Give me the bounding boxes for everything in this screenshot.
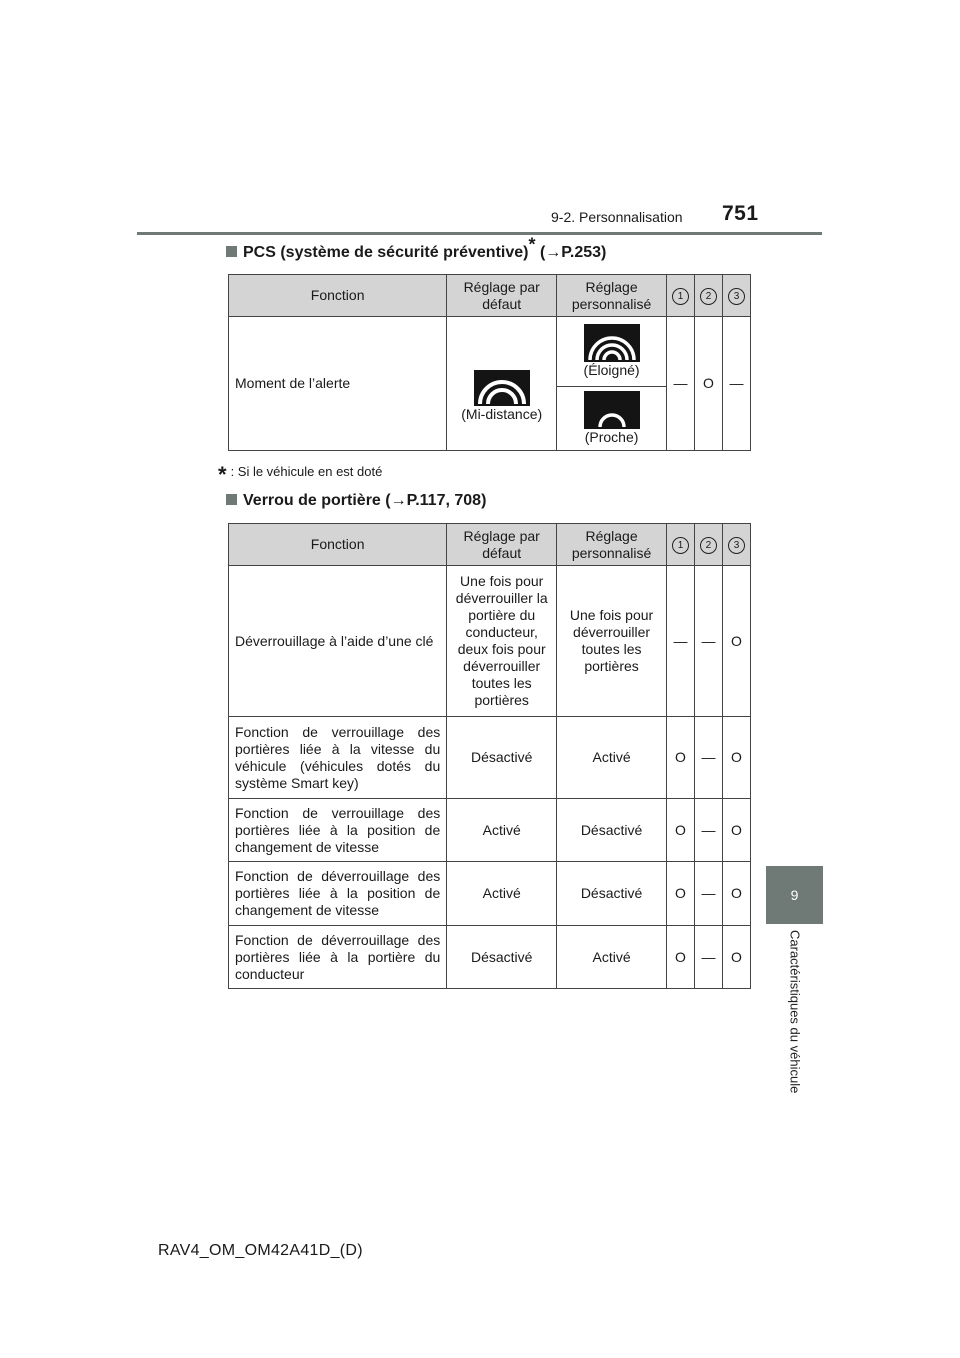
header-col-3 — [722, 524, 750, 566]
function-cell: Fonction de verrouillage des portières liée à la position de changement de vitesse — [229, 799, 447, 862]
door-lock-settings-table — [228, 523, 751, 989]
default-caption: (Mi-distance) — [461, 406, 543, 422]
chapter-label: Caractéristiques du véhicule — [787, 930, 802, 1094]
default-cell: Une fois pour déverrouiller la portière du conducteur, deux fois pour déverrouiller toutes les portières — [447, 566, 557, 717]
header-col-1 — [667, 275, 695, 317]
col3-cell: — — [722, 317, 750, 451]
circled-number-3: 3 — [728, 537, 745, 554]
custom-cell: Activé — [557, 717, 667, 799]
section-title-door-lock — [226, 492, 486, 510]
table-row — [229, 317, 751, 387]
col1-cell: — — [667, 317, 695, 451]
col2-cell: — — [694, 862, 722, 926]
footnote-text: : Si le véhicule en est doté — [230, 464, 383, 479]
header-col-3 — [722, 275, 750, 317]
circled-number-2: 2 — [700, 537, 717, 554]
col1-cell: O — [666, 799, 694, 862]
function-cell: Fonction de verrouillage des portières liée à la vitesse du véhicule (véhicules dotés du système Smart key) — [229, 717, 447, 799]
col1-cell: — — [666, 566, 694, 717]
circled-number-1: 1 — [672, 537, 689, 554]
header-col-2 — [694, 524, 722, 566]
col2-cell: — — [694, 717, 722, 799]
header-default: Réglage par défaut — [447, 275, 557, 317]
function-cell: Fonction de déverrouillage des portières liée à la portière du conducteur — [229, 926, 447, 989]
section-title-text: Verrou de portière — [243, 492, 381, 509]
col1-cell: O — [666, 926, 694, 989]
header-custom: Réglage personnalisé — [557, 275, 667, 317]
chapter-label-wrap — [766, 930, 823, 1120]
col1-cell: O — [666, 862, 694, 926]
circled-number-3: 3 — [728, 288, 745, 305]
col2-cell: — — [694, 926, 722, 989]
near-caption: (Proche) — [584, 429, 639, 445]
default-cell: Activé — [447, 862, 557, 926]
header-col-2 — [694, 275, 722, 317]
near-distance-icon — [584, 391, 640, 429]
page-number: 751 — [722, 202, 759, 225]
custom-cell: Une fois pour déverrouiller toutes les portières — [557, 566, 667, 717]
page-reference: (→P.253) — [539, 244, 607, 261]
running-header-section: 9-2. Personnalisation — [551, 209, 683, 225]
section-title-text: PCS (système de sécurité préventive) — [243, 244, 529, 261]
page-reference: (→P.117, 708) — [385, 492, 487, 509]
table-row — [229, 566, 751, 717]
function-cell: Moment de l’alerte — [229, 317, 447, 451]
square-bullet-icon — [226, 494, 237, 505]
table-header-row — [229, 275, 751, 317]
chapter-tab — [766, 866, 823, 924]
custom-near-cell — [557, 387, 667, 451]
table-row — [229, 799, 751, 862]
header-default: Réglage par défaut — [447, 524, 557, 566]
col1-cell: O — [666, 717, 694, 799]
col3-cell: O — [722, 799, 750, 862]
footnote — [218, 462, 382, 488]
table-row — [229, 862, 751, 926]
section-title-pcs — [226, 234, 607, 262]
custom-cell: Désactivé — [557, 862, 667, 926]
chapter-number: 9 — [790, 887, 799, 903]
circled-number-1: 1 — [672, 288, 689, 305]
table-row — [229, 926, 751, 989]
custom-far-cell — [557, 317, 667, 387]
col2-cell: — — [694, 799, 722, 862]
col2-cell: O — [694, 317, 722, 451]
header-rule — [137, 232, 822, 235]
col3-cell: O — [722, 566, 750, 717]
col3-cell: O — [722, 717, 750, 799]
function-cell: Fonction de déverrouillage des portières liée à la position de changement de vitesse — [229, 862, 447, 926]
footnote-star: * — [218, 462, 227, 487]
header-function: Fonction — [229, 524, 447, 566]
custom-cell: Désactivé — [557, 799, 667, 862]
far-caption: (Éloigné) — [583, 362, 640, 378]
default-cell: Désactivé — [447, 717, 557, 799]
far-distance-icon — [584, 324, 640, 362]
default-cell: Activé — [447, 799, 557, 862]
default-cell — [447, 317, 557, 451]
col3-cell: O — [722, 926, 750, 989]
header-function: Fonction — [229, 275, 447, 317]
table-header-row — [229, 524, 751, 566]
pcs-settings-table — [228, 274, 751, 451]
header-col-1 — [666, 524, 694, 566]
custom-cell: Activé — [557, 926, 667, 989]
default-cell: Désactivé — [447, 926, 557, 989]
circled-number-2: 2 — [700, 288, 717, 305]
footnote-marker: * — [528, 234, 536, 255]
function-cell: Déverrouillage à l’aide d’une clé — [229, 566, 447, 717]
col2-cell: — — [694, 566, 722, 717]
table-row — [229, 717, 751, 799]
square-bullet-icon — [226, 246, 237, 257]
mid-distance-icon — [474, 370, 530, 406]
col3-cell: O — [722, 862, 750, 926]
header-custom: Réglage personnalisé — [557, 524, 667, 566]
document-code: RAV4_OM_OM42A41D_(D) — [158, 1242, 363, 1259]
